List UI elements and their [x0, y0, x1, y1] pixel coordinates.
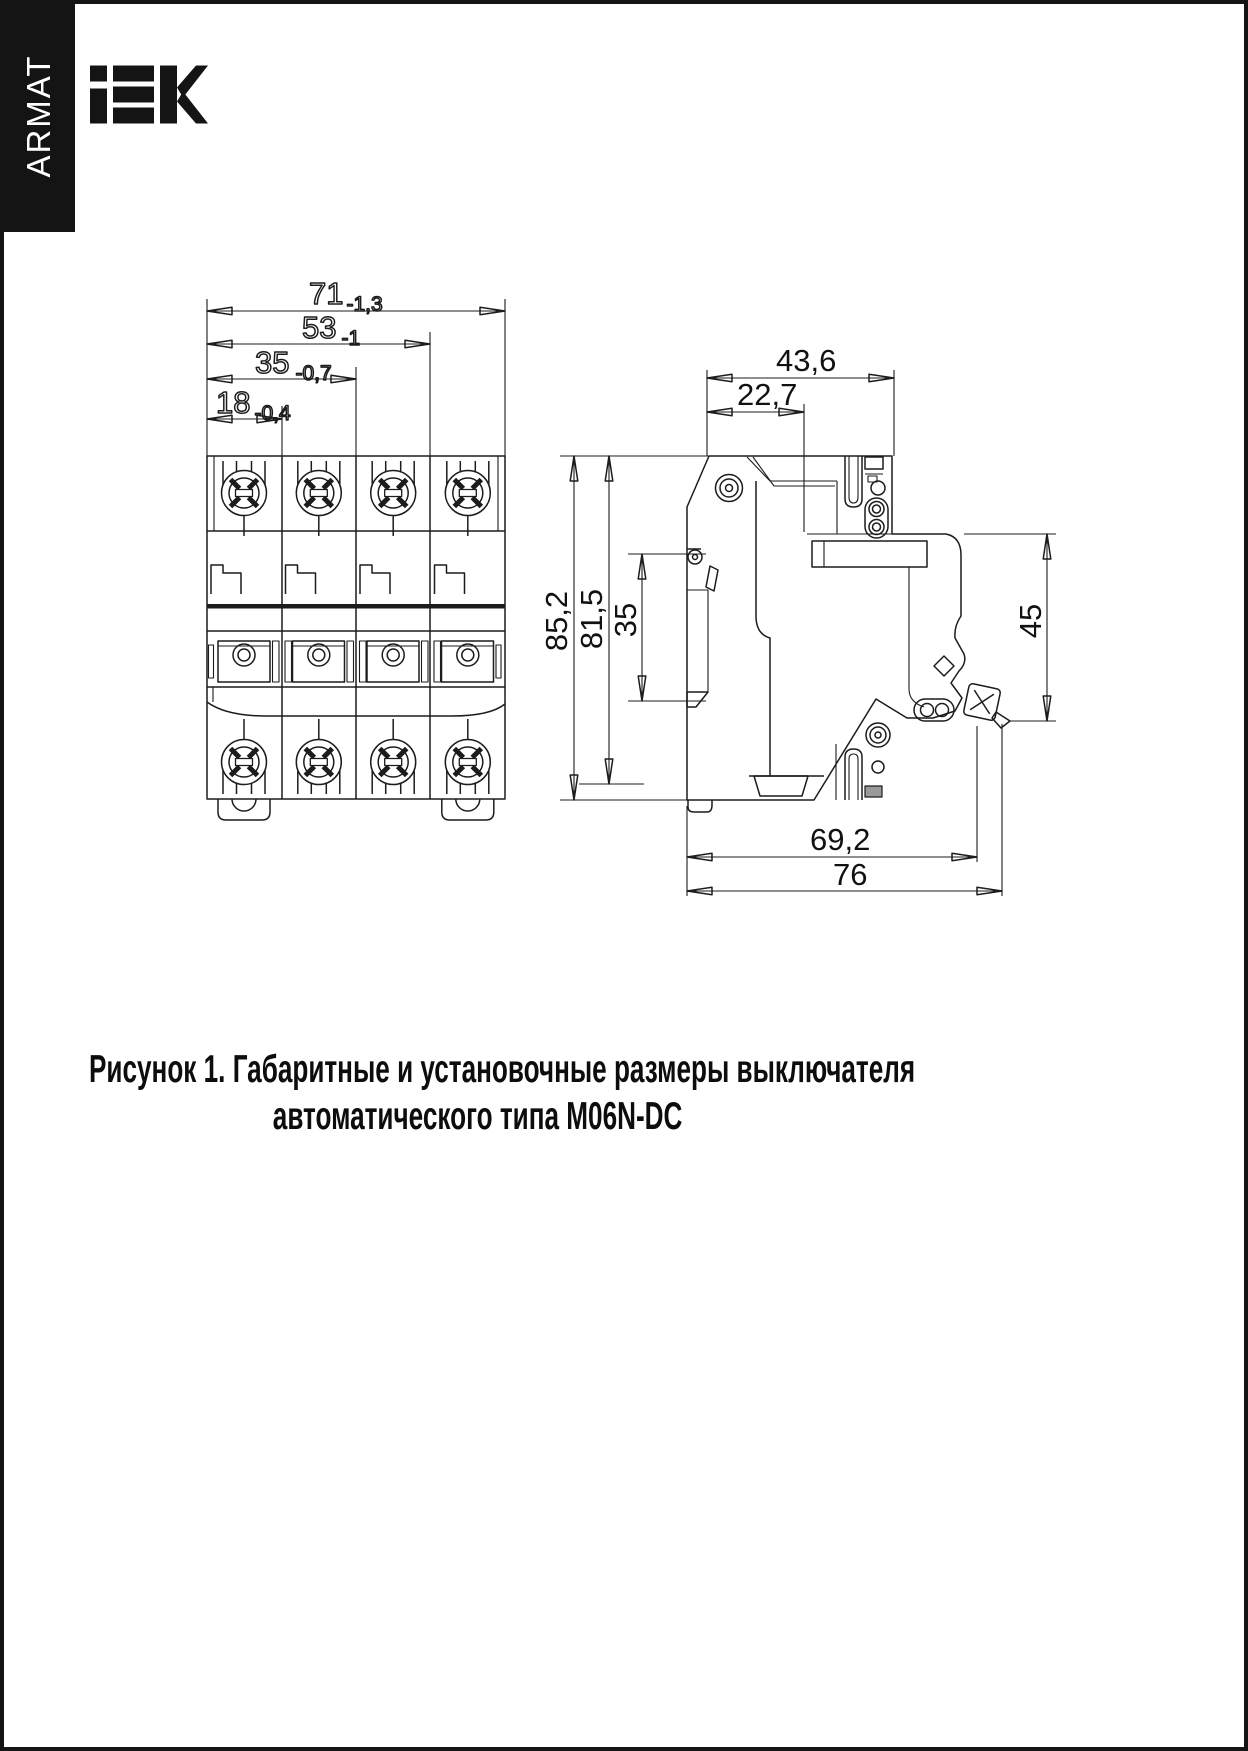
- dim-label-53: 53 $_{-1}$: [302, 310, 361, 350]
- terminal-screw-top: [445, 461, 490, 536]
- terminal-screw-top: [222, 461, 267, 536]
- logo-i-stem: [90, 89, 107, 124]
- clip-spring: [865, 786, 882, 797]
- side-body-outline: [687, 456, 965, 800]
- terminal-screw-top: [371, 461, 416, 536]
- dim-label-71: 71 $_{-1,3}$: [309, 276, 383, 316]
- label-plate: [812, 541, 927, 567]
- logo-i-dot: [90, 66, 107, 82]
- dim-label-18: 18 $_{-0,4}$: [216, 385, 291, 425]
- logo-e-bar: [113, 108, 154, 124]
- dim-label-35: 35 $_{-0,7}$: [255, 345, 332, 385]
- handle-cutout: [435, 565, 465, 594]
- handle-cutout: [286, 565, 316, 594]
- side-view-dimensions: [539, 343, 1056, 896]
- handle-cutout: [360, 565, 390, 594]
- side-view: [687, 456, 1010, 812]
- dim-label-35-rail: 35: [608, 602, 643, 638]
- caption-line1: Рисунок 1. Габаритные и установочные размеры выключателя: [89, 1048, 916, 1091]
- logo-e-bar: [113, 66, 154, 82]
- dim-label-76: 76: [833, 857, 868, 892]
- terminal-screw-bottom: [296, 719, 341, 794]
- logo-e-bar: [113, 87, 154, 103]
- rivet-capsule: [865, 498, 888, 538]
- dim-label-69-2: 69,2: [810, 822, 871, 857]
- logo-k-stem: [160, 66, 177, 124]
- front-view-dimensions: [207, 276, 505, 456]
- terminal-screw-bottom: [445, 719, 490, 794]
- terminal-screw-top: [296, 461, 341, 536]
- handle-cutout: [211, 565, 241, 594]
- din-slot-top: [845, 456, 862, 507]
- din-tooth: [706, 566, 718, 591]
- din-tooth: [687, 692, 708, 707]
- front-view: [207, 456, 505, 820]
- clip-diamond: [934, 656, 954, 676]
- caption-line2: автоматического типа M06N-DC: [272, 1095, 683, 1138]
- din-slot-bottom: [845, 749, 862, 800]
- iek-logo: [90, 65, 208, 124]
- logo-k-arm: [177, 92, 208, 124]
- brand-sidebar: [4, 4, 75, 232]
- dim-label-43-6: 43,6: [776, 343, 837, 378]
- terminal-screw-bottom: [222, 719, 267, 794]
- mounting-foot: [442, 799, 494, 820]
- technical-drawing: [4, 234, 1244, 924]
- brand-vertical-text: ARMAT: [20, 54, 57, 178]
- indicator-windows: [209, 641, 502, 682]
- terminal-screw-bottom: [371, 719, 416, 794]
- base-wedge: [754, 776, 808, 796]
- clip-screw: [963, 683, 1001, 721]
- dim-label-81-5: 81,5: [574, 588, 609, 650]
- dim-label-45: 45: [1013, 603, 1048, 639]
- figure-caption: [89, 1046, 916, 1140]
- interior-contour: [756, 481, 770, 776]
- din-clamp-tab: [688, 800, 712, 812]
- dim-label-85-2: 85,2: [539, 590, 574, 652]
- logo-k-arm: [177, 66, 208, 98]
- toggle-bar: [207, 604, 505, 609]
- dim-label-22-7: 22,7: [737, 377, 798, 412]
- mounting-foot: [218, 799, 270, 820]
- clip-screw-tip: [992, 712, 1010, 728]
